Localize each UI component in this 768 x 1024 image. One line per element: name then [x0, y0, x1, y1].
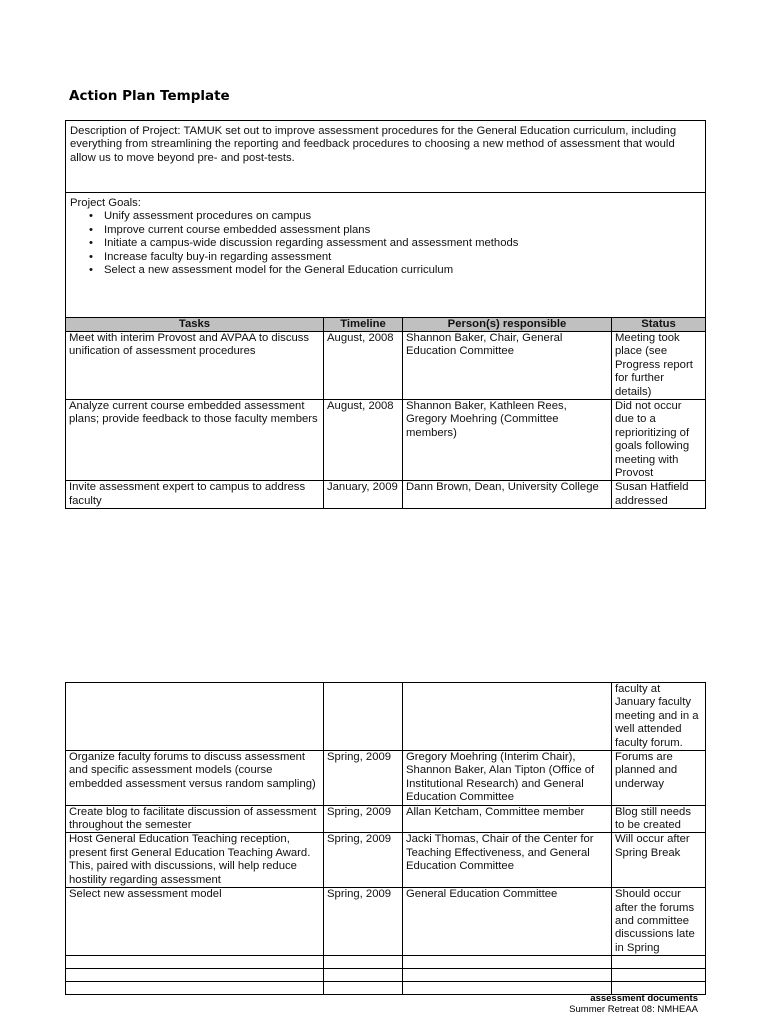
- description-row: [66, 121, 706, 193]
- status-cell: Will occur after Spring Break: [612, 833, 706, 888]
- goal-item: • Select a new assessment model for the General Education curriculum: [104, 264, 701, 277]
- table-row: [66, 683, 706, 751]
- goal-item: • Increase faculty buy-in regarding assessment: [104, 251, 701, 264]
- persons-cell: [403, 683, 612, 751]
- timeline-cell: [324, 683, 403, 751]
- task-cell: Organize faculty forums to discuss assessment and specific assessment models (course embedded assessment versus random sampling): [66, 751, 324, 806]
- timeline-cell: January, 2009: [324, 481, 403, 509]
- page-title: Action Plan Template: [69, 88, 230, 104]
- goals-row: [66, 193, 706, 318]
- header-persons: Person(s) responsible: [403, 318, 612, 332]
- goal-item: • Unify assessment procedures on campus: [104, 210, 701, 223]
- persons-cell: General Education Committee: [403, 888, 612, 956]
- project-goals: [66, 193, 706, 318]
- persons-cell: Shannon Baker, Kathleen Rees, Gregory Moehring (Committee members): [403, 400, 612, 481]
- status-cell: Meeting took place (see Progress report for further details): [612, 332, 706, 400]
- timeline-cell: Spring, 2009: [324, 805, 403, 833]
- action-plan-table-page2: [65, 682, 706, 995]
- empty-cell: [403, 956, 612, 969]
- empty-cell: [612, 956, 706, 969]
- timeline-cell: August, 2008: [324, 400, 403, 481]
- timeline-cell: August, 2008: [324, 332, 403, 400]
- goals-label: Project Goals:: [70, 197, 141, 209]
- status-cell: Should occur after the forums and committee discussions late in Spring: [612, 888, 706, 956]
- table-row: [66, 751, 706, 806]
- status-cell: Susan Hatfield addressed: [612, 481, 706, 509]
- header-timeline: Timeline: [324, 318, 403, 332]
- table-header-row: [66, 318, 706, 332]
- header-tasks: Tasks: [66, 318, 324, 332]
- persons-cell: Jacki Thomas, Chair of the Center for Teaching Effectiveness, and General Education Committee: [403, 833, 612, 888]
- task-cell: [66, 683, 324, 751]
- goals-list: [70, 210, 701, 277]
- empty-cell: [612, 969, 706, 982]
- table-row: [66, 400, 706, 481]
- empty-cell: [324, 956, 403, 969]
- empty-cell: [324, 969, 403, 982]
- status-cell: Forums are planned and underway: [612, 751, 706, 806]
- timeline-cell: Spring, 2009: [324, 888, 403, 956]
- task-cell: Select new assessment model: [66, 888, 324, 956]
- status-cell: Blog still needs to be created: [612, 805, 706, 833]
- footer-line-2: Summer Retreat 08: NMHEAA: [569, 1004, 698, 1015]
- table-row: [66, 481, 706, 509]
- status-cell: faculty at January faculty meeting and in a well attended faculty forum.: [612, 683, 706, 751]
- action-plan-table-page1: [65, 120, 706, 509]
- persons-cell: Allan Ketcham, Committee member: [403, 805, 612, 833]
- empty-cell: [66, 956, 324, 969]
- persons-cell: Shannon Baker, Chair, General Education Committee: [403, 332, 612, 400]
- timeline-cell: Spring, 2009: [324, 833, 403, 888]
- task-cell: Meet with interim Provost and AVPAA to discuss unification of assessment procedures: [66, 332, 324, 400]
- timeline-cell: Spring, 2009: [324, 751, 403, 806]
- task-cell: Invite assessment expert to campus to address faculty: [66, 481, 324, 509]
- status-cell: Did not occur due to a reprioritizing of goals following meeting with Provost: [612, 400, 706, 481]
- table-row: [66, 805, 706, 833]
- empty-cell: [403, 969, 612, 982]
- empty-cell: [324, 982, 403, 995]
- task-cell: Analyze current course embedded assessment plans; provide feedback to those faculty members: [66, 400, 324, 481]
- persons-cell: Gregory Moehring (Interim Chair), Shannon Baker, Alan Tipton (Office of Institutional Research) and General Education Committee: [403, 751, 612, 806]
- task-cell: Host General Education Teaching reception, present first General Education Teaching Award. This, paired with discussions, will help reduce hostility regarding assessment: [66, 833, 324, 888]
- page-footer: [569, 993, 698, 1015]
- project-description: Description of Project: TAMUK set out to improve assessment procedures for the General Education curriculum, including everything from streamlining the reporting and feedback procedures to choosing a new method of assessment that would allow us to move beyond pre- and post-tests.: [66, 121, 706, 193]
- task-cell: Create blog to facilitate discussion of assessment throughout the semester: [66, 805, 324, 833]
- empty-cell: [66, 969, 324, 982]
- header-status: Status: [612, 318, 706, 332]
- table-row: [66, 833, 706, 888]
- empty-row: [66, 956, 706, 969]
- empty-row: [66, 969, 706, 982]
- table-row: [66, 332, 706, 400]
- goal-item: • Improve current course embedded assessment plans: [104, 224, 701, 237]
- goal-item: • Initiate a campus-wide discussion regarding assessment and assessment methods: [104, 237, 701, 250]
- empty-cell: [66, 982, 324, 995]
- persons-cell: Dann Brown, Dean, University College: [403, 481, 612, 509]
- footer-line-1: assessment documents: [590, 993, 698, 1004]
- table-row: [66, 888, 706, 956]
